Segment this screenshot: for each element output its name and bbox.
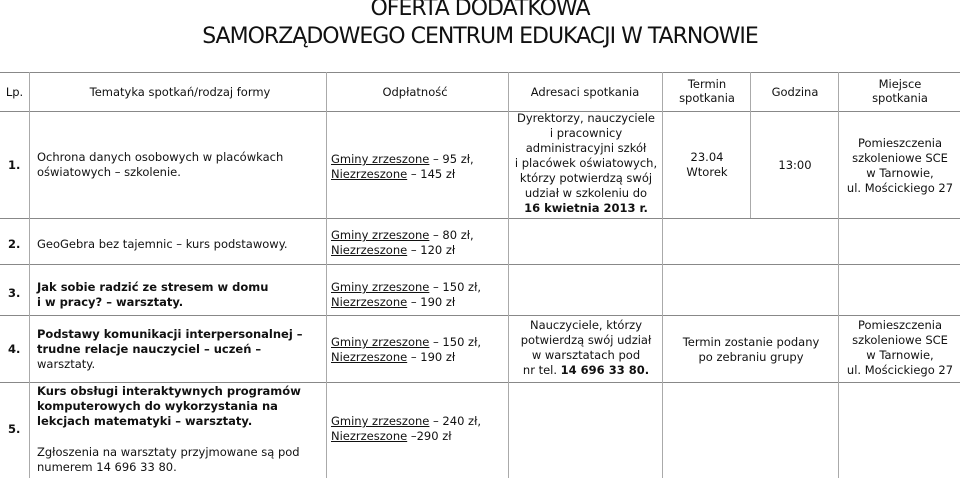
row4-date-note-line1: Termin zostanie podany [682,335,820,349]
header-hour: Godzina [771,85,819,99]
header-place-line1: Miejsce [878,77,922,91]
row4-audience-line1: Nauczyciele, którzy [529,318,643,332]
row1-fee-member-value: – 95 zł, [433,152,474,166]
row1-hour: 13:00 [778,158,812,172]
registration-note [37,445,325,475]
row4-fee-nonmember-label: Niezrzeszone [331,350,408,364]
registration-note-line2: numerem 14 696 33 80. [37,460,177,474]
row2-number: 2. [8,237,21,251]
row4-topic-line3: warsztaty. [37,357,96,371]
header-lp: Lp. [5,85,24,99]
row1-place-line4: ul. Mościckiego 27 [846,181,954,195]
header-place [840,77,960,105]
row4-date-note-line2: po zebraniu grupy [698,350,804,364]
row2-fee-member-value: – 80 zł, [433,228,474,242]
row3-fee-member-label: Gminy zrzeszone [331,280,430,294]
row5-fee-member-value: – 240 zł, [433,414,482,428]
row4-audience-phone-prefix: nr tel. [522,363,558,377]
row1-place-line1: Pomieszczenia [857,136,943,150]
row1-audience-line5: którzy potwierdzą swój [519,171,653,185]
row1-place-line3: w Tarnowie, [866,166,934,180]
row1-audience-line3: administracyjni szkół [525,141,647,155]
row1-audience-line1: Dyrektorzy, nauczyciele [517,111,655,125]
row1-fee [331,152,507,182]
row4-fee-member-label: Gminy zrzeszone [331,335,430,349]
row2-fee [331,228,507,258]
row3-fee-nonmember-label: Niezrzeszone [331,295,408,309]
row4-fee-member-value: – 150 zł, [433,335,482,349]
row3-topic-line2: i w pracy? – warsztaty. [37,295,184,309]
row1-fee-nonmember-value: – 145 zł [410,167,456,181]
row1-audience-line2: i pracownicy [549,126,623,140]
row4-topic [37,327,325,372]
header-date [664,77,750,105]
header-audience: Adresaci spotkania [530,85,640,99]
row1-place-line2: szkoleniowe SCE [852,151,948,165]
row1-weekday: Wtorek [686,165,728,179]
registration-note-line1: Zgłoszenia na warsztaty przyjmowane są pod [37,445,300,459]
row4-fee [331,335,507,365]
row1-number: 1. [8,158,21,172]
row3-topic-line1: Jak sobie radzić ze stresem w domu [37,280,269,294]
row4-audience-phone: 14 696 33 80. [560,363,650,377]
row2-bottom-border [0,264,960,265]
header-fee: Odpłatność [382,85,448,99]
row4-place-line3: w Tarnowie, [866,348,934,362]
row1-fee-member-label: Gminy zrzeszone [331,152,430,166]
row1-date [664,150,750,180]
row1-bottom-border [0,218,960,219]
row1-audience-line6: udział w szkoleniu do [524,186,648,200]
row3-fee [331,280,507,310]
header-bottom-border [0,111,960,112]
row3-bottom-border [0,315,960,316]
header-topic: Tematyka spotkań/rodzaj formy [89,85,271,99]
row4-place [840,318,960,378]
row4-audience-line3: w warsztatach pod [531,348,641,362]
row4-topic-line2: trudne relacje nauczyciel – uczeń – [37,342,262,356]
row3-fee-member-value: – 150 zł, [433,280,482,294]
row4-audience [510,318,662,378]
row2-fee-member-label: Gminy zrzeszone [331,228,430,242]
row5-topic [37,384,325,429]
row4-place-line1: Pomieszczenia [857,318,943,332]
row2-fee-nonmember-label: Niezrzeszone [331,243,408,257]
header-date-line1: Termin [687,77,727,91]
row4-date-note [664,335,838,365]
row5-number: 5. [8,422,21,436]
row4-fee-nonmember-value: – 190 zł [410,350,456,364]
row3-number: 3. [8,286,21,300]
col-sep-lp [29,72,30,478]
row5-fee-nonmember-label: Niezrzeszone [331,429,408,443]
document-title-line2: SAMORZĄDOWEGO CENTRUM EDUKACJI W TARNOWIE [202,24,758,49]
col-sep-topic [326,72,327,478]
row3-fee-nonmember-value: – 190 zł [410,295,456,309]
row4-place-line4: ul. Mościckiego 27 [846,363,954,377]
row4-place-line2: szkoleniowe SCE [852,333,948,347]
row5-fee-member-label: Gminy zrzeszone [331,414,430,428]
row2-topic: GeoGebra bez tajemnic – kurs podstawowy. [37,237,288,251]
row5-topic-line1: Kurs obsługi interaktywnych programów [37,384,301,398]
row1-topic-line2: oświatowych – szkolenie. [37,165,181,179]
row4-audience-line2: potwierdzą swój udział [520,333,652,347]
row2-fee-nonmember-value: – 120 zł [410,243,456,257]
row4-bottom-border [0,382,960,383]
row1-fee-nonmember-label: Niezrzeszone [331,167,408,181]
row4-number: 4. [8,342,21,356]
col-sep-audience [662,72,663,478]
row5-fee [331,414,507,444]
col-sep-fee [508,72,509,478]
row1-topic [37,150,325,180]
row1-audience-line4: i placówek oświatowych, [514,156,658,170]
row1-topic-line1: Ochrona danych osobowych w placówkach [37,150,284,164]
document-title-line1: OFERTA DODATKOWA [370,0,590,21]
row4-topic-line1: Podstawy komunikacji interpersonalnej – [37,327,303,341]
row3-topic [37,280,325,310]
row1-audience [510,111,662,216]
col-sep-hour [838,72,839,478]
header-date-line2: spotkania [679,91,735,105]
row1-date-value: 23.04 [690,150,724,164]
row5-fee-nonmember-value: –290 zł [410,429,452,443]
col-sep-date [750,72,751,218]
table-top-border [0,72,960,73]
row1-audience-deadline: 16 kwietnia 2013 r. [524,201,648,215]
row5-topic-line2: komputerowych do wykorzystania na [37,399,278,413]
row1-place [840,136,960,196]
row5-topic-line3: lekcjach matematyki – warsztaty. [37,414,253,428]
header-place-line2: spotkania [872,91,928,105]
